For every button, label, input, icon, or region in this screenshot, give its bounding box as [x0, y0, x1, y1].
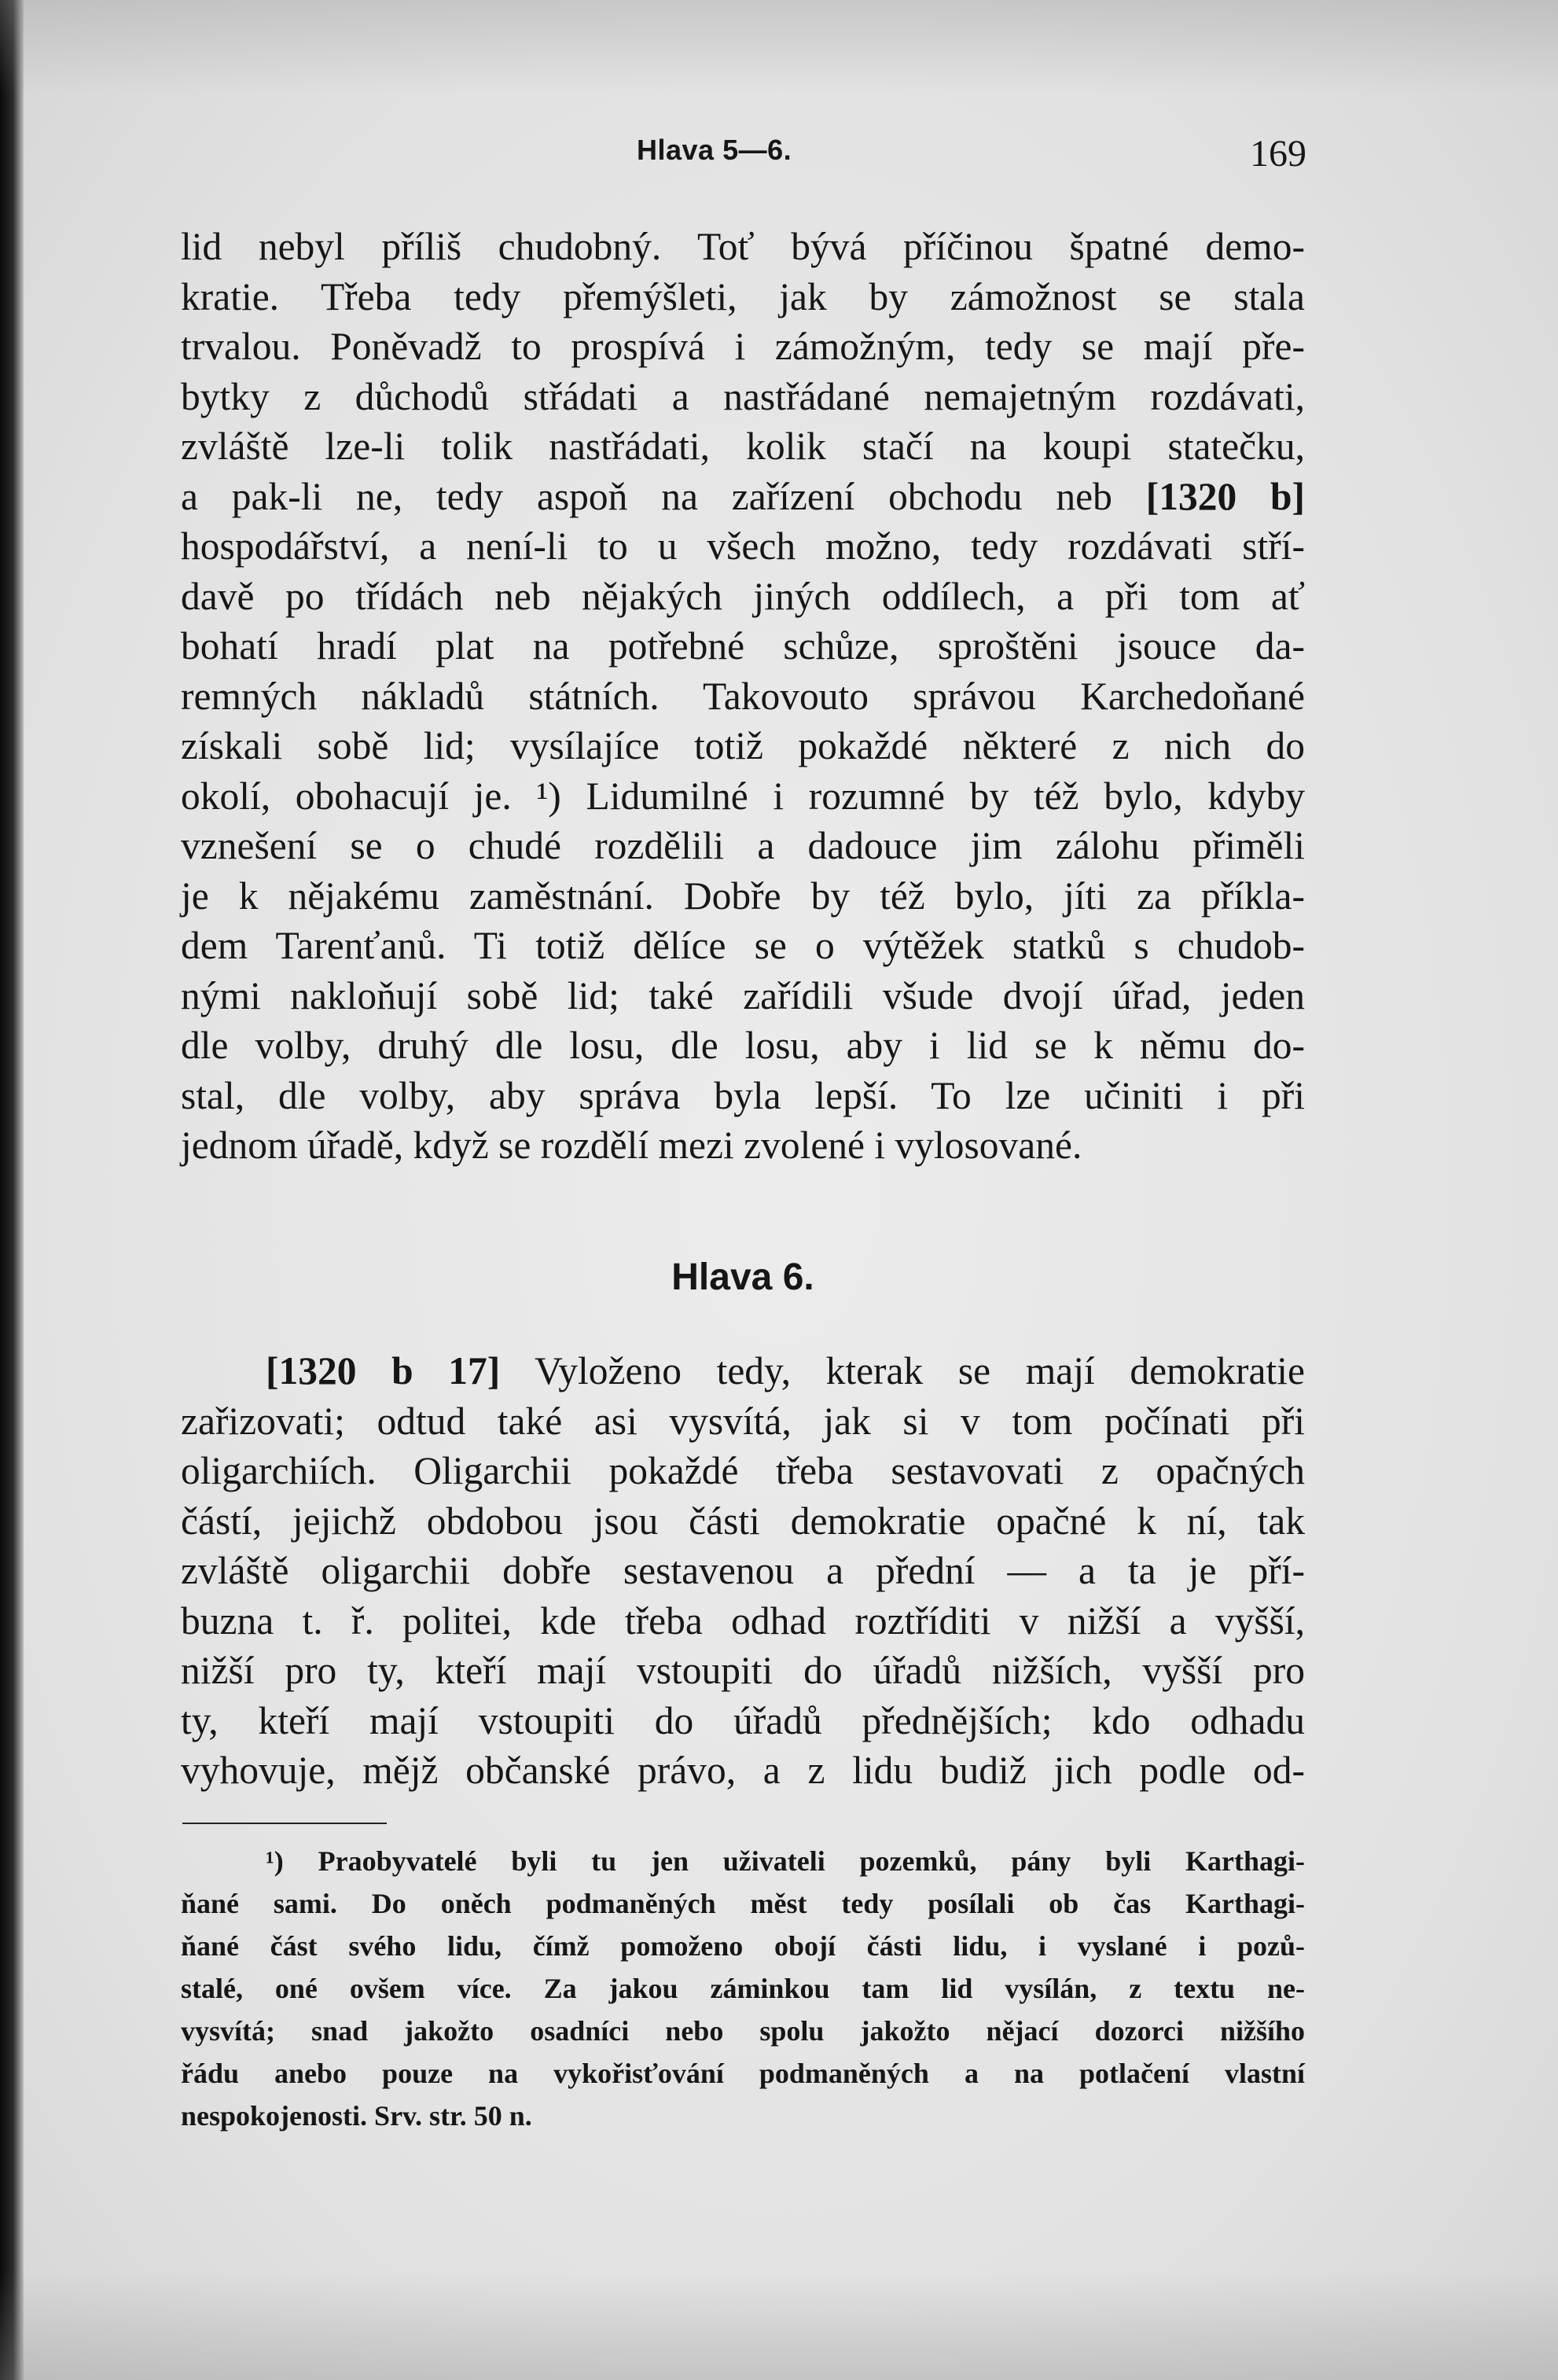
- footnote-mark: ¹): [266, 1845, 284, 1877]
- text-segment: okolí, obohacují je.: [181, 774, 512, 818]
- text-line: nižší pro ty, kteří mají vstoupiti do úřadů nižších, vyšší pro: [181, 1649, 1305, 1692]
- text-segment: Lidumilné i rozumné by též bylo, kdyby: [586, 774, 1306, 818]
- text-line: vznešení se o chudé rozdělili a dadouce jim zálohu přiměli: [181, 824, 1305, 867]
- text-line: hospodářství, a není-li to u všech možno, tedy rozdávati stří-: [181, 524, 1305, 568]
- footnote-separator: [182, 1823, 387, 1824]
- text-line: dem Tarenťanů. Ti totiž dělíce se o výtěžek statků s chudob-: [181, 924, 1305, 967]
- footnote-line: vysvítá; snad jakožto osadníci nebo spolu jakožto nějací dozorci nižšího: [181, 2015, 1305, 2047]
- footnote-line: ňané sami. Do oněch podmaněných měst tedy posílali ob čas Karthagi-: [181, 1888, 1305, 1919]
- text-line: davě po třídách neb nějakých jiných oddílech, a při tom ať: [181, 574, 1305, 618]
- text-segment: Praobyvatelé byli tu jen uživateli pozemků, pány byli Karthagi-: [318, 1845, 1306, 1877]
- text-line: buzna t. ř. politei, kde třeba odhad roztříditi v nižší a vyšší,: [181, 1598, 1305, 1642]
- text-line: jednom úřadě, když se rozdělí mezi zvolené i vylosované.: [181, 1124, 1082, 1167]
- text-line: vyhovuje, mějž občanské právo, a z lidu budiž jich podle od-: [181, 1749, 1305, 1792]
- text-line: je k nějakému zaměstnání. Dobře by též bylo, jíti za příkla-: [181, 874, 1305, 918]
- text-line: stal, dle volby, aby správa byla lepší. To lze učiniti i při: [181, 1073, 1305, 1117]
- bekker-reference: [1320 b]: [1145, 474, 1306, 518]
- chapter-heading: Hlava 6.: [671, 1256, 814, 1298]
- footnote-line: stalé, oné ovšem více. Za jakou záminkou tam lid vysílán, z textu ne-: [181, 1973, 1305, 2004]
- text-segment: Vyloženo tedy, kterak se mají demokratie: [534, 1349, 1305, 1392]
- body-text-block: [181, 222, 1305, 1171]
- footnote-line: nespokojenosti. Srv. str. 50 n.: [181, 2100, 532, 2132]
- page-shading-bottom: [0, 2270, 1558, 2380]
- bekker-reference: [1320 b 17]: [266, 1349, 501, 1392]
- text-line: ty, kteří mají vstoupiti do úřadů přednějších; kdo odhadu: [181, 1698, 1305, 1742]
- footnote-reference: ¹): [536, 774, 561, 818]
- text-line: lid nebyl příliš chudobný. Toť bývá příčinou špatné demo-: [181, 225, 1305, 268]
- text-line: oligarchiích. Oligarchii pokaždé třeba sestavovati z opačných: [181, 1449, 1305, 1492]
- text-line: [181, 1346, 1305, 1396]
- text-line: částí, jejichž obdobou jsou části demokratie opačné k ní, tak: [181, 1499, 1305, 1543]
- footnote-line: [181, 1840, 1305, 1882]
- text-line: získali sobě lid; vysílajíce totiž pokaždé některé z nich do: [181, 724, 1305, 767]
- page-number: 169: [1250, 133, 1306, 175]
- text-line: zvláště lze-li tolik nastřádati, kolik stačí na koupi statečku,: [181, 425, 1305, 468]
- body-text-block: [181, 1346, 1305, 1796]
- page-shading-top: [0, 0, 1558, 94]
- text-line: bohatí hradí plat na potřebné schůze, sproštěni jsouce da-: [181, 624, 1305, 668]
- text-line: dle volby, druhý dle losu, dle losu, aby i lid se k němu do-: [181, 1024, 1305, 1067]
- text-segment: a pak-li ne, tedy aspoň na zařízení obchodu neb: [181, 474, 1112, 518]
- text-line: kratie. Třeba tedy přemýšleti, jak by zámožnost se stala: [181, 274, 1305, 318]
- text-line: nými nakloňují sobě lid; také zařídili všude dvojí úřad, jeden: [181, 973, 1305, 1017]
- text-line: trvalou. Poněvadž to prospívá i zámožným, tedy se mají pře-: [181, 325, 1305, 368]
- scan-border: [0, 0, 24, 2380]
- text-line: zařizovati; odtud také asi vysvítá, jak si v tom počínati při: [181, 1399, 1305, 1443]
- text-line: bytky z důchodů střádati a nastřádané nemajetným rozdávati,: [181, 374, 1305, 418]
- text-line: [181, 472, 1305, 522]
- text-line: [181, 771, 1305, 822]
- running-head: Hlava 5—6.: [637, 134, 792, 166]
- footnote: [181, 1840, 1305, 2137]
- text-line: zvláště oligarchii dobře sestavenou a přední — a ta je pří-: [181, 1549, 1305, 1592]
- text-line: remných nákladů státních. Takovouto správou Karchedoňané: [181, 674, 1305, 718]
- footnote-line: řádu anebo pouze na vykořisťování podmaněných a na potlačení vlastní: [181, 2058, 1305, 2089]
- footnote-line: ňané část svého lidu, čímž pomoženo obojí části lidu, i vyslané i pozů-: [181, 1930, 1305, 1962]
